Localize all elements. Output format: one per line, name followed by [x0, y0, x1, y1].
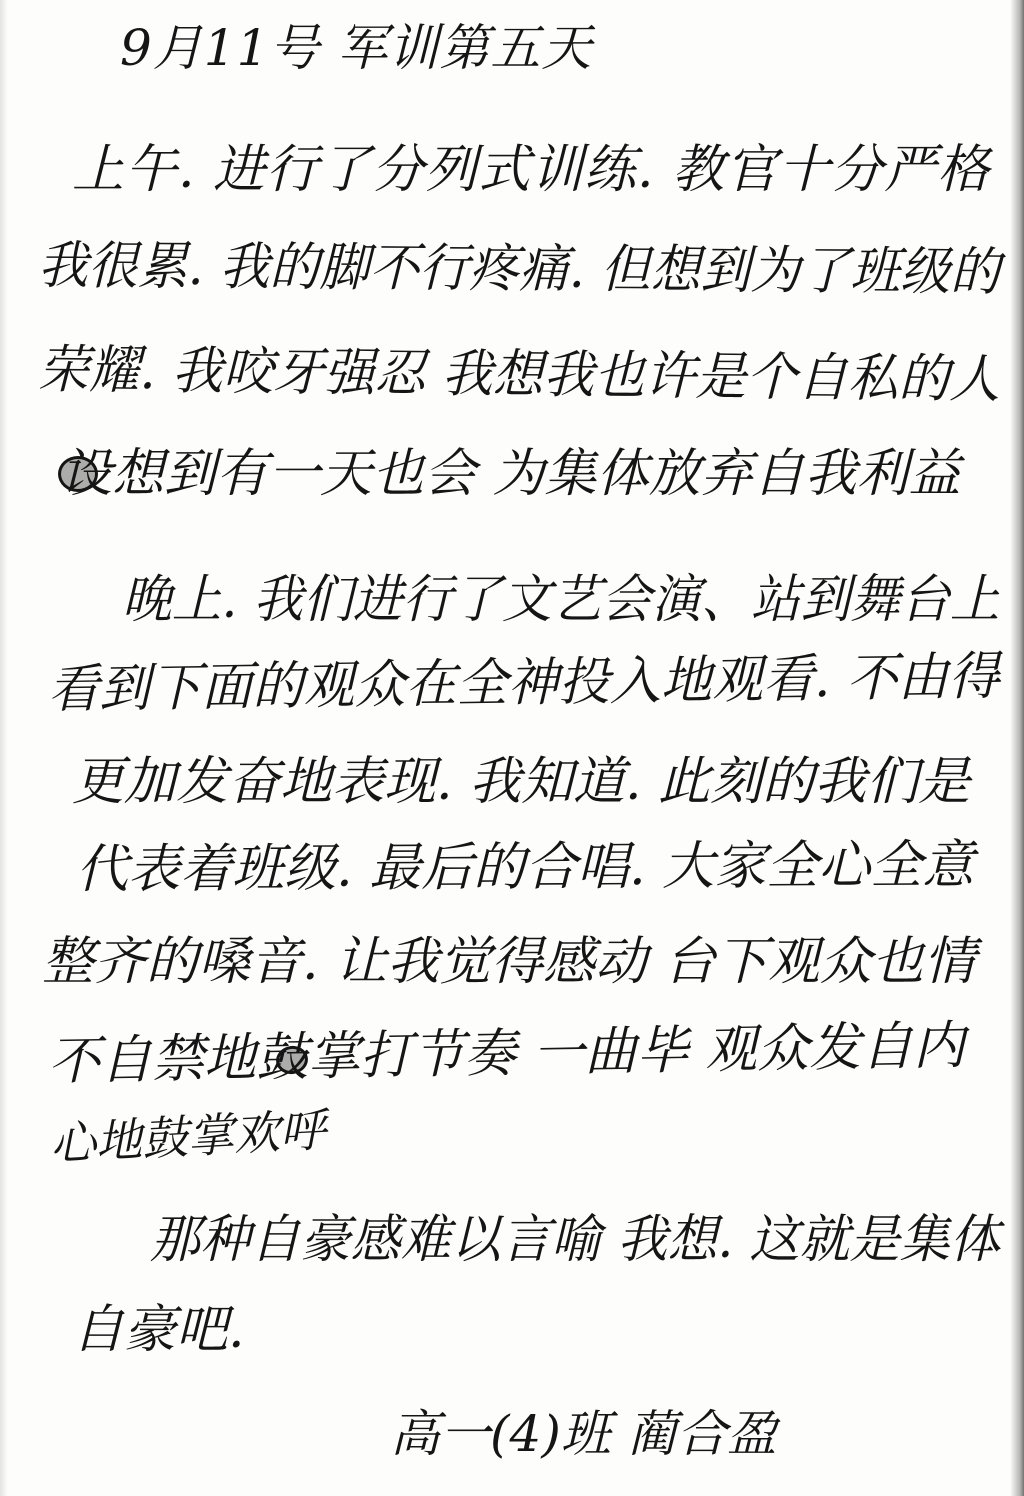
diary-line: 不自禁地鼓掌打节奏 一曲毕 观众发自内	[47, 1015, 966, 1092]
diary-line: 自豪吧.	[72, 1300, 245, 1360]
diary-line: 那种自豪感难以言喻 我想. 这就是集体	[150, 1210, 1000, 1270]
diary-line: 代表着班级. 最后的合唱. 大家全心全意	[75, 835, 975, 900]
diary-line: 设想到有一天也会 为集体放弃自我利益	[60, 444, 961, 504]
diary-line: 心地鼓掌欢呼	[48, 1102, 328, 1171]
diary-line: 看到下面的观众在全神投入地观看. 不由得	[47, 646, 1000, 720]
diary-line: 荣耀. 我咬牙强忍 我想我也许是个自私的人	[37, 340, 1001, 411]
diary-title: 9月11号 军训第五天	[120, 19, 593, 77]
diary-line: 更加发奋地表现. 我知道. 此刻的我们是	[72, 752, 971, 812]
scan-edge-left	[0, 0, 8, 1496]
diary-line: 晚上. 我们进行了文艺会演、站到舞台上	[122, 570, 1000, 630]
diary-line: 整齐的嗓音. 让我觉得感动 台下观众也情	[42, 932, 976, 992]
diary-line: 上午. 进行了分列式训练. 教官十分严格	[72, 140, 991, 200]
scan-edge-right	[1010, 0, 1024, 1496]
signature: 高一(4)班 蔺合盈	[390, 1405, 777, 1463]
diary-line: 我很累. 我的脚不行疼痛. 但想到为了班级的	[37, 236, 1001, 303]
